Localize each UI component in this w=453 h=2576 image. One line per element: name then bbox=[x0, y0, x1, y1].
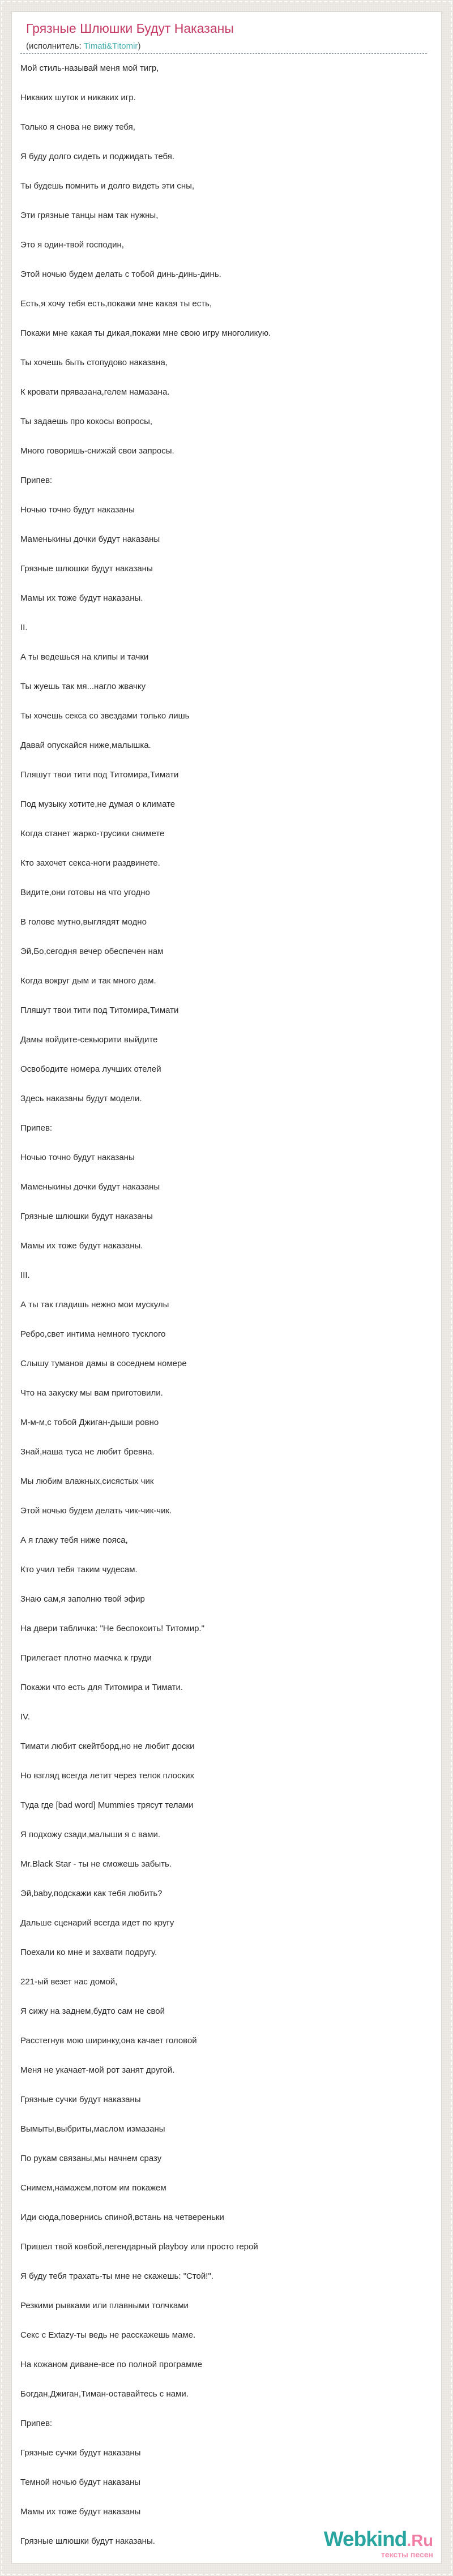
lyric-line: Грязные шлюшки будут наказаны bbox=[20, 564, 153, 574]
separator-dashed-line bbox=[20, 53, 427, 54]
performer-link[interactable]: Timati&Titomir bbox=[83, 41, 138, 51]
lyric-line: Освободите номера лучших отелей bbox=[20, 1064, 161, 1074]
lyric-line: По рукам связаны,мы начнем сразу bbox=[20, 2154, 162, 2163]
lyric-line: Тимати любит скейтборд,но не любит доски bbox=[20, 1741, 195, 1751]
lyric-line: Эй,baby,подскажи как тебя любить? bbox=[20, 1889, 163, 1898]
lyric-line: Кто учил тебя таким чудесам. bbox=[20, 1565, 138, 1574]
lyric-line: Ночью точно будут наказаны bbox=[20, 505, 135, 515]
lyric-line: Мой стиль-называй меня мой тигр, bbox=[20, 63, 159, 73]
lyric-line: Маменькины дочки будут наказаны bbox=[20, 1182, 160, 1192]
lyric-line: Ты будешь помнить и долго видеть эти сны, bbox=[20, 181, 195, 191]
lyric-line: Слышу туманов дамы в соседнем номере bbox=[20, 1359, 187, 1368]
lyric-line: На двери табличка: "Не беспокоить! Титомир." bbox=[20, 1624, 204, 1633]
lyric-line: Но взгляд всегда летит через телок плоских bbox=[20, 1771, 194, 1781]
lyric-line: Припев: bbox=[20, 476, 53, 485]
lyric-line: А ты так гладишь нежно мои мускулы bbox=[20, 1300, 169, 1310]
lyric-line: Ребро,свет интима немного тусклого bbox=[20, 1329, 166, 1339]
lyric-line: Секс с Extazy-ты ведь не расскажешь маме. bbox=[20, 2330, 196, 2340]
lyric-line: А я глажу тебя ниже пояса, bbox=[20, 1535, 128, 1545]
lyric-line: Туда где [bad word] Mummies трясут телами bbox=[20, 1800, 194, 1810]
lyric-line: Я подхожу сзади,малыши я с вами. bbox=[20, 1830, 161, 1839]
lyric-line: Знаю сам,я заполню твой эфир bbox=[20, 1594, 145, 1604]
lyric-line: К кровати прявазана,гелем намазана. bbox=[20, 387, 170, 397]
lyric-line: Здесь наказаны будут модели. bbox=[20, 1094, 142, 1103]
lyric-line: Ты задаешь про кокосы вопросы, bbox=[20, 417, 153, 426]
lyric-line: Темной ночью будут наказаны bbox=[20, 2477, 141, 2487]
webkind-logo[interactable] bbox=[324, 2528, 433, 2558]
lyric-line: Дальше сценарий всегда идет по кругу bbox=[20, 1918, 174, 1928]
lyric-line: Пляшут твои тити под Титомира,Тимати bbox=[20, 1005, 179, 1015]
page-title: Грязные Шлюшки Будут Наказаны bbox=[26, 21, 234, 36]
lyric-line: Припев: bbox=[20, 2419, 53, 2428]
lyric-line: Поехали ко мне и захвати подругу. bbox=[20, 1948, 157, 1957]
lyric-line: Богдан,Джиган,Тиман-оставайтесь с нами. bbox=[20, 2389, 189, 2399]
lyric-line: Mr.Black Star - ты не сможешь забыть. bbox=[20, 1859, 172, 1869]
lyric-line: Мамы их тоже будут наказаны. bbox=[20, 593, 143, 603]
lyric-line: Ты хочешь секса со звездами только лишь bbox=[20, 711, 190, 721]
lyric-line: Кто захочет секса-ноги раздвинете. bbox=[20, 858, 160, 868]
lyric-line: Этой ночью будем делать с тобой динь-динь-динь. bbox=[20, 269, 221, 279]
lyric-line: Ты хочешь быть стопудово наказана, bbox=[20, 358, 168, 367]
lyric-line: II. bbox=[20, 623, 28, 632]
lyric-line: Видите,они готовы на что угодно bbox=[20, 888, 150, 897]
lyric-line: Грязные шлюшки будут наказаны. bbox=[20, 2536, 155, 2546]
lyric-line: Грязные сучки будут наказаны bbox=[20, 2448, 141, 2458]
lyric-line: Мамы их тоже будут наказаны. bbox=[20, 1241, 143, 1251]
lyric-line: Эй,Бо,сегодня вечер обеспечен нам bbox=[20, 947, 164, 956]
lyric-line: Когда станет жарко-трусики снимете bbox=[20, 829, 165, 838]
lyric-line: Знай,наша туса не любит бревна. bbox=[20, 1447, 155, 1457]
lyric-line: Покажи что есть для Титомира и Тимати. bbox=[20, 1683, 183, 1692]
lyric-line: III. bbox=[20, 1270, 30, 1280]
lyric-line: Дамы войдите-секьюрити выйдите bbox=[20, 1035, 158, 1045]
lyric-line: Эти грязные танцы нам так нужны, bbox=[20, 211, 159, 220]
lyrics-block bbox=[20, 63, 433, 2547]
lyric-line: Вымыты,выбриты,маслом измазаны bbox=[20, 2124, 165, 2134]
lyric-line: Когда вокруг дым и так много дам. bbox=[20, 976, 156, 986]
lyric-line: Ночью точно будут наказаны bbox=[20, 1153, 135, 1162]
lyric-line: Пришел твой ковбой,легендарный playboy или просто герой bbox=[20, 2242, 258, 2252]
lyric-line: Что на закуску мы вам приготовили. bbox=[20, 1388, 163, 1398]
lyric-line: На кожаном диване-все по полной программе bbox=[20, 2360, 203, 2369]
performer-label: (исполнитель: bbox=[26, 41, 84, 51]
lyric-line: Под музыку хотите,не думая о климате bbox=[20, 799, 176, 809]
lyric-line: Маменькины дочки будут наказаны bbox=[20, 534, 160, 544]
lyric-line: Я буду долго сидеть и поджидать тебя. bbox=[20, 152, 175, 161]
lyric-line: М-м-м,с тобой Джиган-дыши ровно bbox=[20, 1418, 159, 1427]
lyric-line: Иди сюда,повернись спиной,встань на четвереньки bbox=[20, 2213, 224, 2222]
lyric-line: Меня не укачает-мой рот занят другой. bbox=[20, 2065, 175, 2075]
lyric-line: 221-ый везет нас домой, bbox=[20, 1977, 118, 1987]
lyric-line: Ты жуешь так мя...нагло жвачку bbox=[20, 682, 146, 691]
lyric-line: Расстегнув мою ширинку,она качает головой bbox=[20, 2036, 197, 2046]
logo-main-text: Webkind bbox=[323, 2527, 407, 2551]
lyric-line: Припев: bbox=[20, 1123, 53, 1133]
lyric-line: А ты ведешься на клипы и тачки bbox=[20, 652, 149, 662]
performer-line bbox=[26, 41, 433, 52]
lyric-line: Много говоришь-снижай свои запросы. bbox=[20, 446, 174, 456]
content-card bbox=[11, 11, 442, 2564]
lyric-line: Давай опускайся ниже,малышка. bbox=[20, 741, 151, 750]
lyric-line: Покажи мне какая ты дикая,покажи мне свою игру многоликую. bbox=[20, 328, 271, 338]
lyric-line: Резкими рывками или плавными толчками bbox=[20, 2301, 189, 2310]
lyric-line: Никаких шуток и никаких игр. bbox=[20, 93, 136, 102]
lyric-line: Пляшут твои тити под Титомира,Тимати bbox=[20, 770, 179, 780]
lyric-line: Мамы их тоже будут наказаны bbox=[20, 2507, 141, 2517]
lyric-line: IV. bbox=[20, 1712, 30, 1722]
logo-suffix-text: .Ru bbox=[407, 2532, 433, 2550]
logo-tagline: тексты песен bbox=[381, 2550, 433, 2559]
lyric-line: В голове мутно,выглядят модно bbox=[20, 917, 147, 927]
lyric-line: Есть,я хочу тебя есть,покажи мне какая ты есть, bbox=[20, 299, 212, 309]
lyric-line: Я сижу на заднем,будто сам не свой bbox=[20, 2006, 165, 2016]
lyric-line: Этой ночью будем делать чик-чик-чик. bbox=[20, 1506, 172, 1516]
lyric-line: Я буду тебя трахать-ты мне не скажешь: "Стой!". bbox=[20, 2271, 213, 2281]
lyric-line: Прилегает плотно маечка к груди bbox=[20, 1653, 152, 1663]
lyric-line: Только я снова не вижу тебя, bbox=[20, 122, 135, 132]
lyric-line: Это я один-твой господин, bbox=[20, 240, 124, 250]
lyric-line: Снимем,намажем,потом им покажем bbox=[20, 2183, 166, 2193]
lyric-line: Грязные сучки будут наказаны bbox=[20, 2095, 141, 2104]
lyric-line: Грязные шлюшки будут наказаны bbox=[20, 1212, 153, 1221]
lyric-line: Мы любим влажных,сисястых чик bbox=[20, 1477, 154, 1486]
performer-label-suffix: ) bbox=[138, 41, 141, 51]
